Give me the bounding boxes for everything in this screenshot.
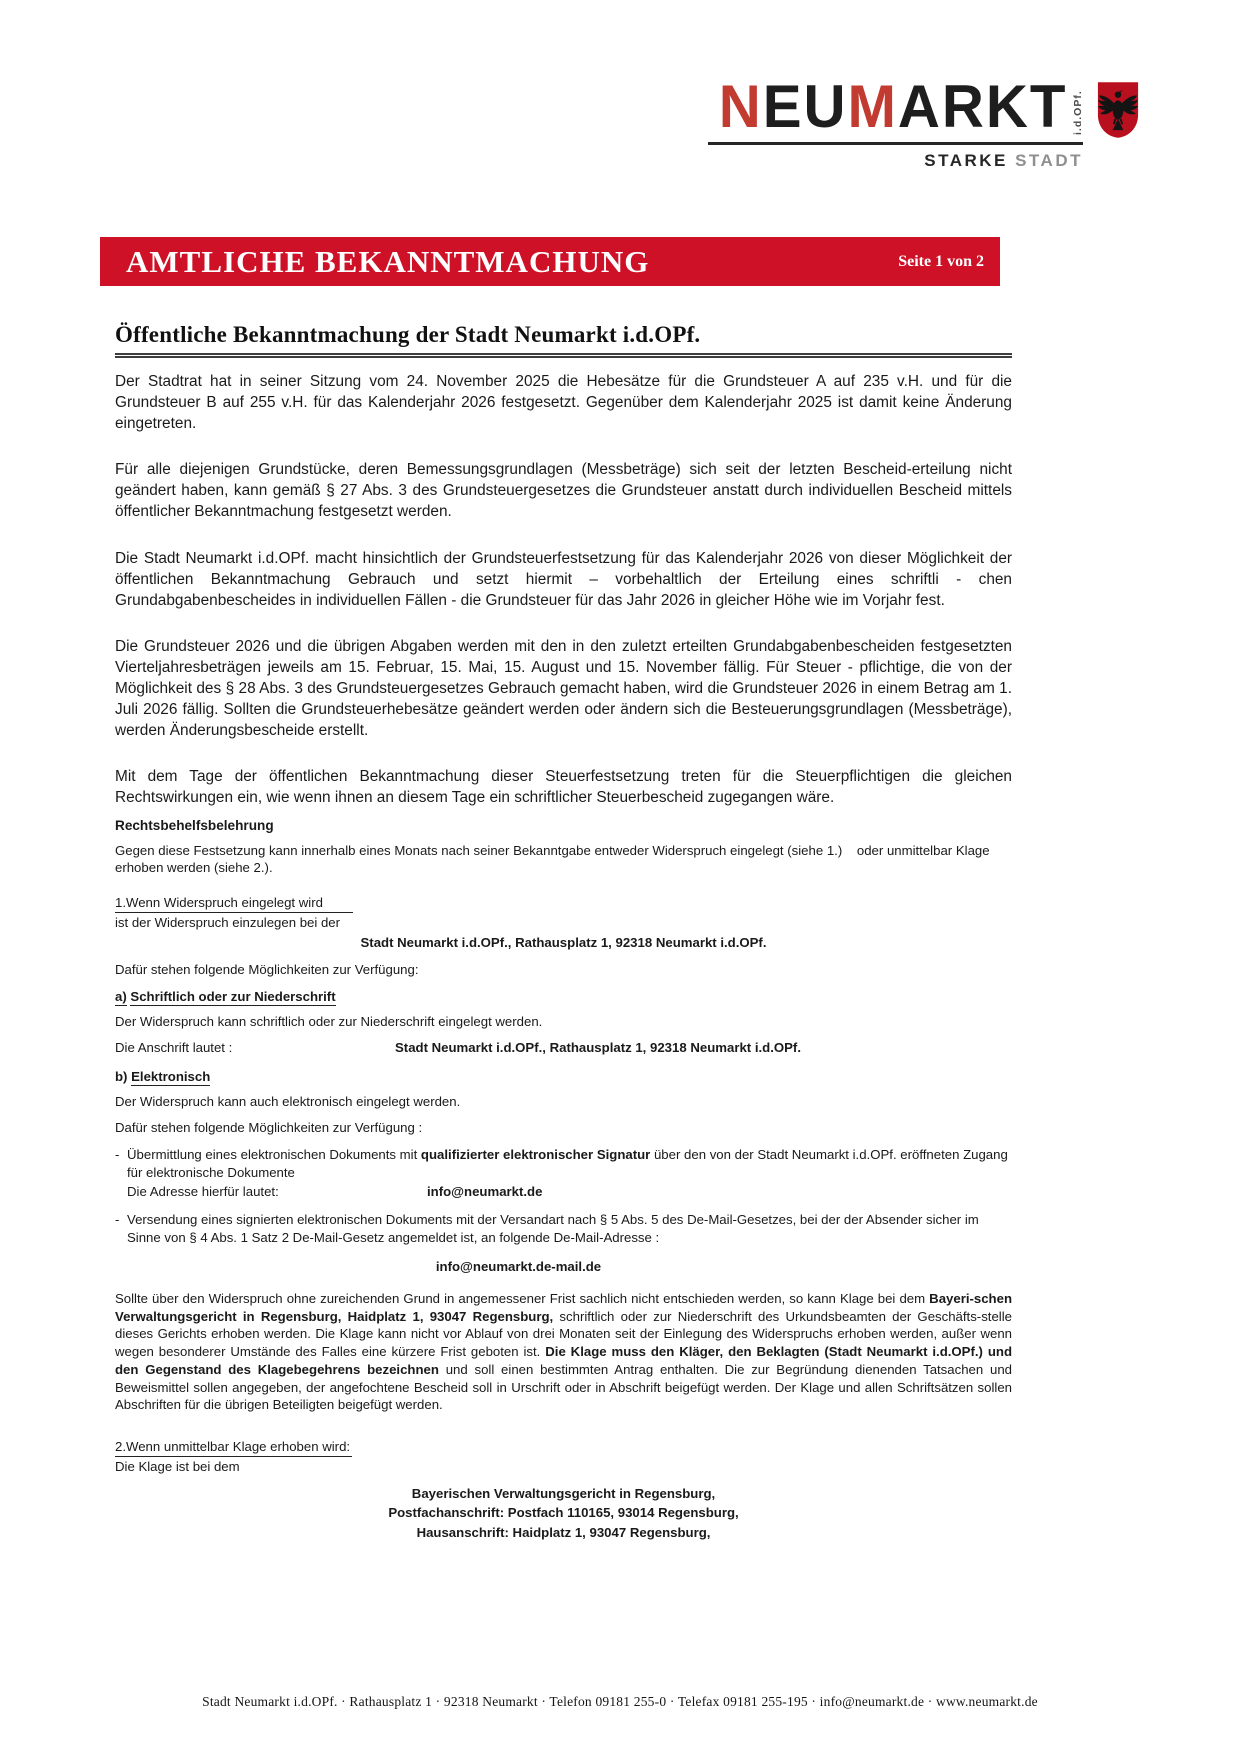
- bullet-dash: -: [115, 1146, 120, 1162]
- logo-letter-n: N: [718, 73, 763, 140]
- klage-paragraph: [115, 1290, 1012, 1414]
- legal-intro: Gegen diese Festsetzung kann innerhalb eines Monats nach seiner Bekanntgabe entweder Widerspruch eingelegt (siehe 1.) oder unmittelbar Klage erhoben werden (siehe 2.).: [115, 842, 994, 876]
- court-street-address: Hausanschrift: Haidplatz 1, 93047 Regensburg,: [416, 1524, 711, 1540]
- page-indicator: Seite 1 von 2: [898, 252, 984, 270]
- option-a-prefix: a): [115, 988, 127, 1004]
- section-klage: [115, 1430, 1012, 1542]
- email-address: info@neumarkt.de: [427, 1184, 543, 1200]
- logo-divider: [708, 142, 1083, 145]
- tagline-light: STADT: [1007, 151, 1083, 170]
- logo-letters-arkt: ARKT: [898, 73, 1068, 140]
- option-b-title: [115, 1068, 1012, 1086]
- options-label: Dafür stehen folgende Möglichkeiten zur Verfügung:: [115, 962, 419, 978]
- section-widerspruch: [115, 886, 1012, 1414]
- court-name: Bayerischen Verwaltungsgericht in Regensburg,: [411, 1486, 716, 1502]
- demail-address: info@neumarkt.de-mail.de: [435, 1259, 602, 1275]
- bullet-1-text-pre: Übermittlung eines elektronischen Dokuments mit: [127, 1146, 421, 1162]
- paragraph-rechtswirkung: Mit dem Tage der öffentlichen Bekanntmachung dieser Steuerfestsetzung treten für die Steuerpflichtigen die gleichen Rechtswirkungen ein, wie wenn ihnen an diesem Tage ein schriftlicher Steuerbescheid zugegangen wäre.: [115, 768, 1012, 807]
- anschrift-value: Stadt Neumarkt i.d.OPf., Rathausplatz 1, 92318 Neumarkt i.d.OPf.: [395, 1040, 801, 1056]
- logo-tagline: [924, 151, 1083, 171]
- announcement-banner: [100, 237, 1000, 286]
- court-postal-address: Postfachanschrift: Postfach 110165, 93014 Regensburg,: [388, 1505, 739, 1521]
- legal-heading: Rechtsbehelfsbelehrung: [115, 817, 274, 833]
- section-1-line2: ist der Widerspruch einzulegen bei der: [115, 914, 341, 930]
- neumarkt-coat-of-arms-icon: [1096, 80, 1140, 140]
- paragraph-grundstuecke: Für alle diejenigen Grundstücke, deren Bemessungsgrundlagen (Messbeträge) sich seit der letzten Bescheid-erteilung nicht geändert haben, kann gemäß § 27 Abs. 3 des Grundsteuergesetzes die Grundsteuer anstatt durch individuellen Bescheid mittels öffentlicher Bekanntmachung festgesetzt werden.: [115, 461, 1012, 521]
- court-address-block: [115, 1484, 1012, 1541]
- option-a-title: [115, 988, 1012, 1006]
- document-footer: Stadt Neumarkt i.d.OPf. · Rathausplatz 1 · 92318 Neumarkt · Telefon 09181 255-0 · Telefax 09181 255-195 · info@neumarkt.de · www.neumarkt.de: [202, 1694, 1038, 1709]
- anschrift-row: [115, 1039, 1012, 1057]
- paragraph-faelligkeit: Die Grundsteuer 2026 und die übrigen Abgaben werden mit den in den zuletzt erteilten Grundabgabenbescheiden festgesetzten Vierteljahresbeträgen jeweils am 15. Februar, 15. Mai, 15. August und 15. November fällig. Für Steuer - pflichtige, die von der Möglichkeit des § 28 Abs. 3 des Grundsteuergesetzes Gebrauch gemacht haben, wird die Grundsteuer 2026 in einem Betrag am 1. Juli 2026 fällig. Sollten die Grundsteuerhebesätze geändert werden oder ändern sich die Besteuerungsgrundlagen (Messbeträge), werden Änderungsbescheide erstellt.: [115, 637, 1012, 740]
- section-2-line2: Die Klage ist bei dem: [115, 1458, 240, 1474]
- section-1-title: 1.Wenn Widerspruch eingelegt wird: [115, 894, 353, 913]
- rechtsbehelfsbelehrung-section: [115, 817, 1012, 1542]
- option-b-options-label: Dafür stehen folgende Möglichkeiten zur Verfügung :: [115, 1120, 423, 1136]
- email-label: Die Adresse hierfür lautet:: [127, 1184, 279, 1200]
- klage-requirements-bold: Die Klage muss den Kläger, den Beklagten (Stadt Neumarkt i.d.OPf.) und den Gegenstand des Klagebegehrens bezeichnen: [115, 1344, 1012, 1377]
- paragraph-festsetzung: Die Stadt Neumarkt i.d.OPf. macht hinsichtlich der Grundsteuerfestsetzung für das Kalenderjahr 2026 von dieser Möglichkeit der öffentlichen Bekanntmachung Gebrauch und setzt hiermit – vorbehaltlich der Erteilung eines schriftli - chen Grundabgabenbescheides in individuellen Fällen - die Grundsteuer für das Jahr 2026 in gleicher Höhe wie im Vorjahr fest.: [115, 549, 1012, 609]
- logo-letter-m: M: [847, 73, 899, 140]
- document-heading: Öffentliche Bekanntmachung der Stadt Neumarkt i.d.OPf.: [115, 322, 1012, 358]
- paragraph-hebesaetze: Der Stadtrat hat in seiner Sitzung vom 24. November 2025 die Hebesätze für die Grundsteuer A auf 235 v.H. und für die Grundsteuer B auf 255 v.H. für das Kalenderjahr 2026 festgesetzt. Gegenüber dem Kalenderjahr 2025 ist damit keine Änderung eingetreten.: [115, 373, 1012, 433]
- stadt-address: Stadt Neumarkt i.d.OPf., Rathausplatz 1, 92318 Neumarkt i.d.OPf.: [360, 935, 767, 951]
- logo-wordmark-column: [708, 73, 1084, 171]
- logo-letters-eu: EU: [762, 73, 848, 140]
- option-a-label: Schriftlich oder zur Niederschrift: [130, 988, 336, 1004]
- klage-text-3: und soll einen bestimmten Antrag enthalten. Die zur Begründung dienenden Tatsachen und Beweismittel sollen angegeben, der angefochtene Bescheid soll in Urschrift oder in Abschrift beigefügt werden. Der Klage und allen Schriftsätzen sollen Abschriften für die übrigen Beteiligten beigefügt werden.: [115, 1361, 1012, 1413]
- option-b-body: Der Widerspruch kann auch elektronisch eingelegt werden.: [115, 1093, 461, 1109]
- banner-title: AMTLICHE BEKANNTMACHUNG: [126, 243, 650, 279]
- city-logo: [708, 73, 1140, 171]
- klage-court-bold: Bayeri-schen Verwaltungsgericht in Regensburg, Haidplatz 1, 93047 Regensburg,: [115, 1291, 1012, 1324]
- section-2-title: 2.Wenn unmittelbar Klage erhoben wird:: [115, 1438, 352, 1457]
- klage-text-2: schriftlich oder zur Niederschrift des Urkundsbeamten der Geschäfts-stelle dieses Gerichts erhoben werden. Die Klage kann nicht vor Ablauf von drei Monaten seit der Einlegung des Widerspruchs erhoben werden, außer wenn wegen besonderer Umstände des Falles eine kürzere Frist geboten ist.: [115, 1308, 1012, 1360]
- bullet-2-text: Versendung eines signierten elektronischen Dokuments mit der Versandart nach § 5 Abs. 5 des De-Mail-Gesetzes, bei der der Absender sicher im Sinne von § 4 Abs. 1 Satz 2 De-Mail-Gesetz angemeldet ist, an folgende De-Mail-Adresse :: [127, 1212, 979, 1245]
- anschrift-label: Die Anschrift lautet :: [115, 1040, 233, 1056]
- klage-text-1: Sollte über den Widerspruch ohne zureichenden Grund in angemessener Frist sachlich nicht entschieden werden, so kann Klage bei dem: [115, 1291, 930, 1307]
- bullet-dash: -: [115, 1212, 120, 1228]
- email-row: [127, 1183, 1012, 1201]
- bullet-1-text-post: über den von der Stadt Neumarkt i.d.OPf. eröffneten Zugang für elektronische Dokumente: [127, 1146, 1008, 1180]
- logo-wordmark: [718, 73, 1068, 140]
- option-b-prefix: b): [115, 1068, 128, 1084]
- logo-suffix: i.d.OPf.: [1071, 90, 1084, 135]
- bullet-demail: [115, 1211, 1012, 1246]
- bullet-1-text-bold: qualifizierter elektronischer Signatur: [420, 1146, 651, 1162]
- option-a-body: Der Widerspruch kann schriftlich oder zur Niederschrift eingelegt werden.: [115, 1013, 543, 1029]
- tagline-strong: STARKE: [924, 151, 1008, 170]
- bullet-signatur: [115, 1146, 1012, 1201]
- document-body: [115, 322, 1012, 1542]
- option-b-label: Elektronisch: [131, 1068, 211, 1084]
